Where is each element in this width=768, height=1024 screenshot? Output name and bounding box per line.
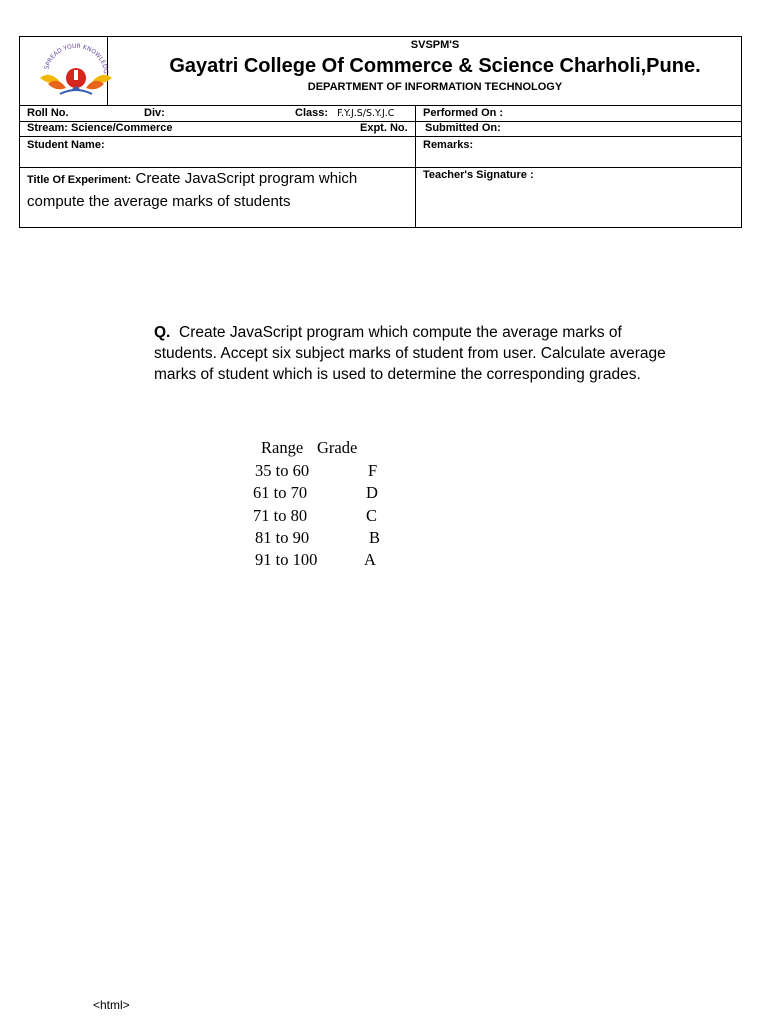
question-block	[154, 322, 674, 385]
department-name: DEPARTMENT OF INFORMATION TECHNOLOGY	[307, 81, 563, 93]
student-name-label: Student Name:	[27, 139, 105, 151]
experiment-header-form	[19, 36, 742, 228]
row-divider	[20, 136, 741, 137]
column-divider	[415, 105, 416, 228]
question-text: Create JavaScript program which compute the average marks of students. Accept six subject marks of student from user. Calculate average marks of student which is used to determine the corresponding grades.	[154, 324, 666, 383]
range-header: Range	[261, 438, 304, 457]
remarks-label: Remarks:	[423, 139, 474, 151]
range-cell: 71 to 80	[253, 506, 308, 525]
class-field	[295, 107, 394, 119]
div-label: Div:	[144, 107, 165, 119]
question-marker: Q.	[154, 324, 171, 341]
class-value: F.Y.J.S/S.Y.J.C	[337, 108, 395, 119]
range-cell: 91 to 100	[255, 550, 318, 569]
teacher-signature-label: Teacher's Signature :	[423, 169, 534, 181]
class-label: Class:	[295, 107, 329, 119]
grade-cell: C	[366, 506, 378, 525]
svg-text:SPREAD YOUR KNOWLEDGE: SPREAD YOUR KNOWLEDG	[43, 42, 110, 75]
row-divider	[20, 105, 741, 106]
performed-on-label: Performed On :	[423, 107, 504, 119]
org-name: SVSPM'S	[410, 39, 460, 51]
expt-no-label: Expt. No.	[360, 122, 408, 134]
college-logo	[30, 40, 122, 102]
title-value: Create JavaScript program which compute the average marks of students	[27, 170, 358, 210]
title-label: Title Of Experiment:	[27, 174, 132, 186]
range-cell: 35 to 60	[255, 461, 310, 480]
stream-label: Stream: Science/Commerce	[27, 122, 173, 134]
grade-cell: B	[369, 528, 381, 547]
range-cell: 61 to 70	[253, 483, 308, 502]
roll-no-label: Roll No.	[27, 107, 69, 119]
grade-header: Grade	[317, 438, 358, 457]
range-cell: 81 to 90	[255, 528, 310, 547]
grade-cell: D	[366, 483, 378, 502]
grade-cell: A	[364, 550, 376, 569]
html-code-start: <html>	[93, 998, 130, 1012]
experiment-title	[27, 168, 407, 212]
grade-cell: F	[368, 461, 378, 480]
college-name: Gayatri College Of Commerce & Science Charholi,Pune.	[169, 55, 701, 77]
submitted-on-label: Submitted On:	[425, 122, 501, 134]
